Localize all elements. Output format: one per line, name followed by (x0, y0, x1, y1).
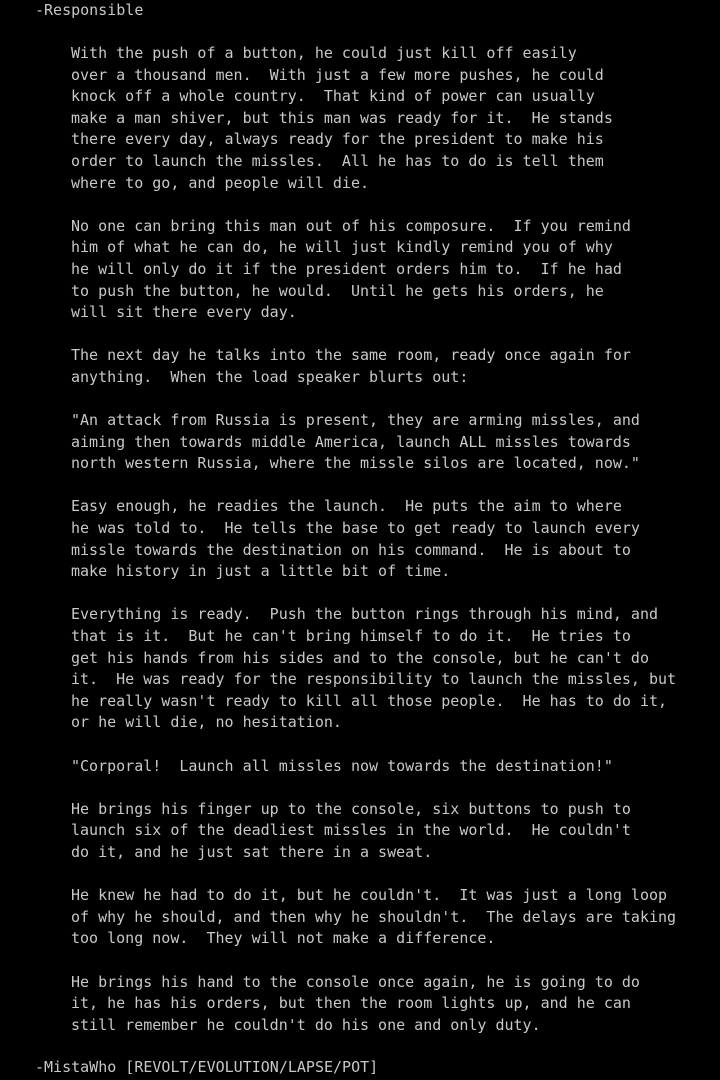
text-line: it. He was ready for the responsibility to launch the missles, but (71, 670, 677, 689)
text-line: anything. When the load speaker blurts out: (71, 367, 469, 386)
paragraph-9 (71, 885, 711, 950)
text-line: make a man shiver, but this man was ready for it. He stands (71, 108, 613, 127)
paragraph-5 (71, 496, 711, 582)
paragraph-6 (71, 604, 711, 734)
text-line: will sit there every day. (71, 303, 297, 322)
text-line: Easy enough, he readies the launch. He puts the aim to where (71, 497, 622, 516)
text-line: With the push of a button, he could just kill off easily (71, 44, 577, 62)
text-line: to push the button, he would. Until he gets his orders, he (71, 281, 604, 300)
text-line: Everything is ready. Push the button rings through his mind, and (71, 605, 658, 624)
text-line: it, he has his orders, but then the room lights up, and he can (71, 994, 631, 1013)
text-line: order to launch the missles. All he has to do is tell them (71, 151, 604, 170)
text-line: He knew he had to do it, but he couldn't. It was just a long loop (71, 886, 668, 905)
text-line: he will only do it if the president orders him to. If he had (71, 259, 622, 278)
paragraph-1 (71, 43, 711, 194)
story-title: -Responsible (35, 1, 144, 19)
text-line: of why he should, and then why he shouldn't. The delays are taking (71, 907, 677, 926)
paragraph-2 (71, 216, 711, 324)
text-line: get his hands from his sides and to the console, but he can't do (71, 648, 649, 667)
text-line: He brings his hand to the console once again, he is going to do (71, 972, 640, 991)
text-line: where to go, and people will die. (71, 173, 370, 192)
author-signature: -MistaWho [REVOLT/EVOLUTION/LAPSE/POT] (35, 1058, 379, 1076)
text-line: He brings his finger up to the console, six buttons to push to (71, 799, 631, 818)
paragraph-3 (71, 345, 711, 388)
text-line: over a thousand men. With just a few more pushes, he could (71, 65, 604, 84)
text-line: "An attack from Russia is present, they are arming missles, and (71, 411, 640, 430)
text-line: still remember he couldn't do his one and only duty. (71, 1015, 541, 1034)
text-line: there every day, always ready for the president to make his (71, 130, 604, 149)
text-line: too long now. They will not make a difference. (71, 929, 496, 948)
text-line: knock off a whole country. That kind of power can usually (71, 87, 595, 106)
text-line: north western Russia, where the missle silos are located, now." (71, 454, 640, 473)
text-line: launch six of the deadliest missles in the world. He couldn't (71, 821, 631, 840)
paragraph-10 (71, 972, 711, 1037)
story-body (71, 43, 711, 1058)
text-line: The next day he talks into the same room, ready once again for (71, 346, 631, 365)
text-line: make history in just a little bit of time. (71, 562, 451, 581)
text-line: No one can bring this man out of his composure. If you remind (71, 216, 631, 235)
text-line: he was told to. He tells the base to get ready to launch every (71, 519, 640, 538)
paragraph-8 (71, 799, 711, 864)
text-line: "Corporal! Launch all missles now towards the destination!" (71, 756, 613, 775)
text-line: missle towards the destination on his command. He is about to (71, 540, 631, 559)
text-line: he really wasn't ready to kill all those people. He has to do it, (71, 691, 668, 710)
paragraph-7-quote (71, 756, 711, 778)
text-line: that is it. But he can't bring himself to do it. He tries to (71, 627, 631, 646)
paragraph-4-quote (71, 410, 711, 475)
text-line: aiming then towards middle America, launch ALL missles towards (71, 432, 631, 451)
text-line: do it, and he just sat there in a sweat. (71, 842, 433, 861)
text-line: him of what he can do, he will just kindly remind you of why (71, 238, 613, 257)
text-line: or he will die, no hesitation. (71, 713, 342, 732)
